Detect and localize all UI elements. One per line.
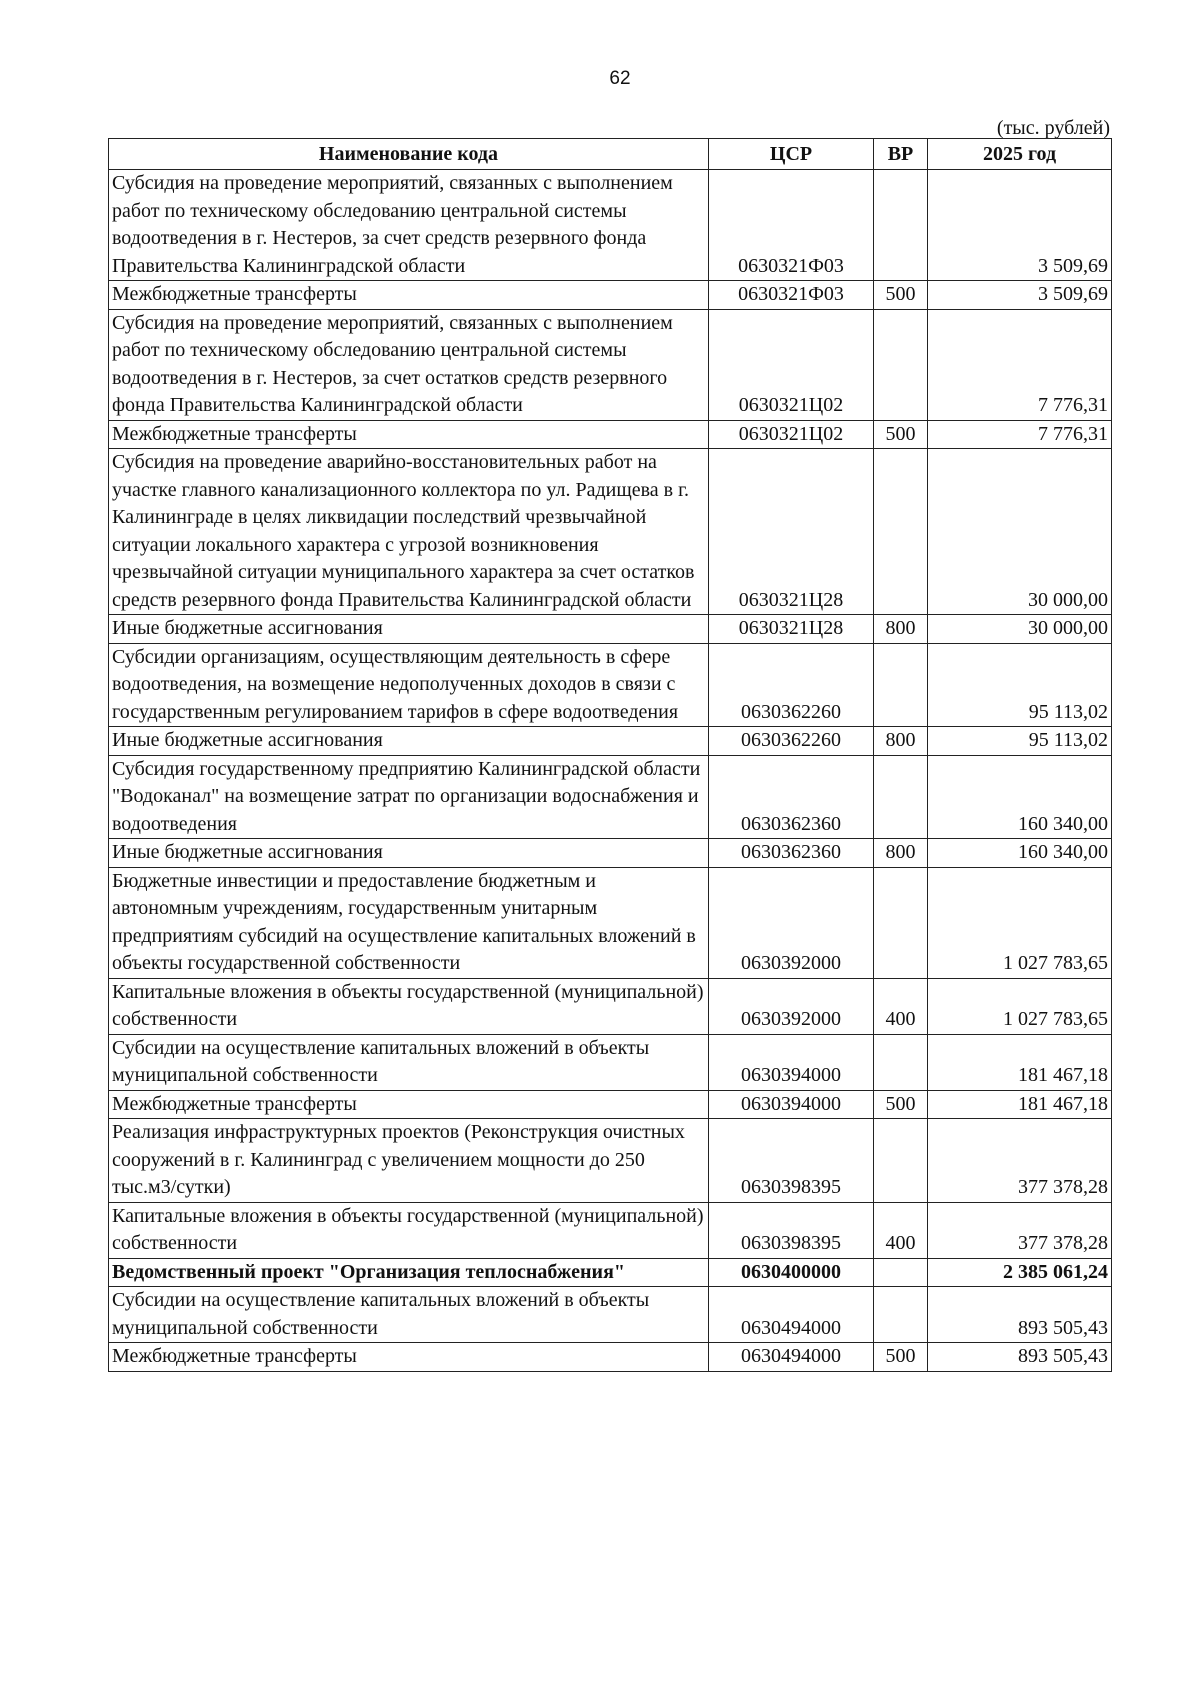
row-csr-cell: 0630392000: [709, 978, 874, 1034]
unit-note: (тыс. рублей): [996, 117, 1110, 139]
header-vr: ВР: [874, 139, 928, 170]
row-vr-cell: 800: [874, 727, 928, 756]
row-amount-cell: 7 776,31: [928, 309, 1112, 420]
row-vr-cell: 500: [874, 281, 928, 310]
row-vr-cell: 800: [874, 615, 928, 644]
row-csr-cell: 0630398395: [709, 1119, 874, 1203]
row-name-cell: Межбюджетные трансферты: [109, 1343, 709, 1372]
row-name-cell: Реализация инфраструктурных проектов (Реконструкция очистных сооружений в г. Калининград с увеличением мощности до 250 тыс.м3/сутки): [109, 1119, 709, 1203]
table-row: [109, 1343, 1112, 1372]
row-csr-cell: 0630321Ц02: [709, 309, 874, 420]
row-vr-cell: 500: [874, 420, 928, 449]
row-csr-cell: 0630400000: [709, 1258, 874, 1287]
table-row: [109, 839, 1112, 868]
row-amount-cell: 30 000,00: [928, 449, 1112, 615]
row-vr-cell: 800: [874, 839, 928, 868]
row-vr-cell: 500: [874, 1090, 928, 1119]
row-csr-cell: 0630321Ц02: [709, 420, 874, 449]
row-name-cell: Субсидия на проведение мероприятий, связанных с выполнением работ по техническому обследованию центральной системы водоотведения в г. Нестеров, за счет остатков средств резервного фонда Правительства Калининградской области: [109, 309, 709, 420]
row-name-cell: Иные бюджетные ассигнования: [109, 839, 709, 868]
row-vr-cell: 400: [874, 978, 928, 1034]
row-name-cell: Иные бюджетные ассигнования: [109, 615, 709, 644]
row-csr-cell: 0630494000: [709, 1343, 874, 1372]
row-vr-cell: 400: [874, 1202, 928, 1258]
table-header-row: [109, 139, 1112, 170]
row-csr-cell: 0630321Ф03: [709, 170, 874, 281]
row-amount-cell: 1 027 783,65: [928, 867, 1112, 978]
row-name-cell: Бюджетные инвестиции и предоставление бюджетным и автономным учреждениям, государственным унитарным предприятиям субсидий на осуществление капитальных вложений в объекты государственной собственности: [109, 867, 709, 978]
table-row: [109, 1119, 1112, 1203]
table-row: [109, 170, 1112, 281]
row-amount-cell: 893 505,43: [928, 1287, 1112, 1343]
row-name-cell: Субсидии на осуществление капитальных вложений в объекты муниципальной собственности: [109, 1034, 709, 1090]
row-vr-cell: [874, 449, 928, 615]
table-row: [109, 755, 1112, 839]
row-csr-cell: 0630392000: [709, 867, 874, 978]
row-name-cell: Субсидии организациям, осуществляющим деятельность в сфере водоотведения, на возмещение недополученных доходов в связи с государственным регулированием тарифов в сфере водоотведения: [109, 643, 709, 727]
row-vr-cell: [874, 170, 928, 281]
table-row: [109, 281, 1112, 310]
row-name-cell: Субсидия на проведение аварийно-восстановительных работ на участке главного канализационного коллектора по ул. Радищева в г. Калининграде в целях ликвидации последствий чрезвычайной ситуации локального характера с угрозой возникновения чрезвычайной ситуации муниципального характера за счет остатков средств резервного фонда Правительства Калининградской области: [109, 449, 709, 615]
row-amount-cell: 3 509,69: [928, 170, 1112, 281]
row-amount-cell: 181 467,18: [928, 1090, 1112, 1119]
row-vr-cell: [874, 309, 928, 420]
row-csr-cell: 0630494000: [709, 1287, 874, 1343]
row-csr-cell: 0630394000: [709, 1090, 874, 1119]
header-2025: 2025 год: [928, 139, 1112, 170]
header-code-name: Наименование кода: [109, 139, 709, 170]
row-amount-cell: 7 776,31: [928, 420, 1112, 449]
row-csr-cell: 0630362260: [709, 727, 874, 756]
table-row: [109, 1287, 1112, 1343]
row-vr-cell: [874, 643, 928, 727]
row-vr-cell: [874, 1034, 928, 1090]
table-body: [109, 170, 1112, 1372]
row-amount-cell: 2 385 061,24: [928, 1258, 1112, 1287]
row-name-cell: Субсидия на проведение мероприятий, связанных с выполнением работ по техническому обследованию центральной системы водоотведения в г. Нестеров, за счет средств резервного фонда Правительства Калининградской области: [109, 170, 709, 281]
row-amount-cell: 30 000,00: [928, 615, 1112, 644]
row-name-cell: Иные бюджетные ассигнования: [109, 727, 709, 756]
row-csr-cell: 0630321Ф03: [709, 281, 874, 310]
header-csr: ЦСР: [709, 139, 874, 170]
row-amount-cell: 3 509,69: [928, 281, 1112, 310]
page-number: 62: [609, 68, 631, 89]
row-name-cell: Межбюджетные трансферты: [109, 1090, 709, 1119]
table-row: [109, 309, 1112, 420]
row-vr-cell: 500: [874, 1343, 928, 1372]
row-amount-cell: 377 378,28: [928, 1202, 1112, 1258]
row-name-cell: Субсидия государственному предприятию Калининградской области "Водоканал" на возмещение затрат по организации водоснабжения и водоотведения: [109, 755, 709, 839]
row-csr-cell: 0630321Ц28: [709, 615, 874, 644]
row-amount-cell: 160 340,00: [928, 755, 1112, 839]
row-csr-cell: 0630394000: [709, 1034, 874, 1090]
row-name-cell: Ведомственный проект "Организация теплоснабжения": [109, 1258, 709, 1287]
table-row: [109, 449, 1112, 615]
row-csr-cell: 0630321Ц28: [709, 449, 874, 615]
row-name-cell: Субсидии на осуществление капитальных вложений в объекты муниципальной собственности: [109, 1287, 709, 1343]
row-amount-cell: 893 505,43: [928, 1343, 1112, 1372]
row-name-cell: Капитальные вложения в объекты государственной (муниципальной) собственности: [109, 978, 709, 1034]
row-amount-cell: 160 340,00: [928, 839, 1112, 868]
table-row: [109, 727, 1112, 756]
row-amount-cell: 95 113,02: [928, 643, 1112, 727]
row-vr-cell: [874, 1287, 928, 1343]
row-csr-cell: 0630362360: [709, 755, 874, 839]
row-name-cell: Межбюджетные трансферты: [109, 420, 709, 449]
budget-table: [108, 138, 1112, 1372]
row-amount-cell: 1 027 783,65: [928, 978, 1112, 1034]
table-row: [109, 643, 1112, 727]
table-row: [109, 1034, 1112, 1090]
row-csr-cell: 0630362260: [709, 643, 874, 727]
table-row: [109, 1258, 1112, 1287]
table-row: [109, 1090, 1112, 1119]
row-name-cell: Межбюджетные трансферты: [109, 281, 709, 310]
table-row: [109, 978, 1112, 1034]
table-row: [109, 867, 1112, 978]
table-row: [109, 1202, 1112, 1258]
row-vr-cell: [874, 1258, 928, 1287]
row-amount-cell: 95 113,02: [928, 727, 1112, 756]
row-csr-cell: 0630362360: [709, 839, 874, 868]
row-vr-cell: [874, 867, 928, 978]
table-row: [109, 420, 1112, 449]
row-csr-cell: 0630398395: [709, 1202, 874, 1258]
row-amount-cell: 181 467,18: [928, 1034, 1112, 1090]
row-amount-cell: 377 378,28: [928, 1119, 1112, 1203]
row-vr-cell: [874, 755, 928, 839]
row-name-cell: Капитальные вложения в объекты государственной (муниципальной) собственности: [109, 1202, 709, 1258]
row-vr-cell: [874, 1119, 928, 1203]
table-row: [109, 615, 1112, 644]
